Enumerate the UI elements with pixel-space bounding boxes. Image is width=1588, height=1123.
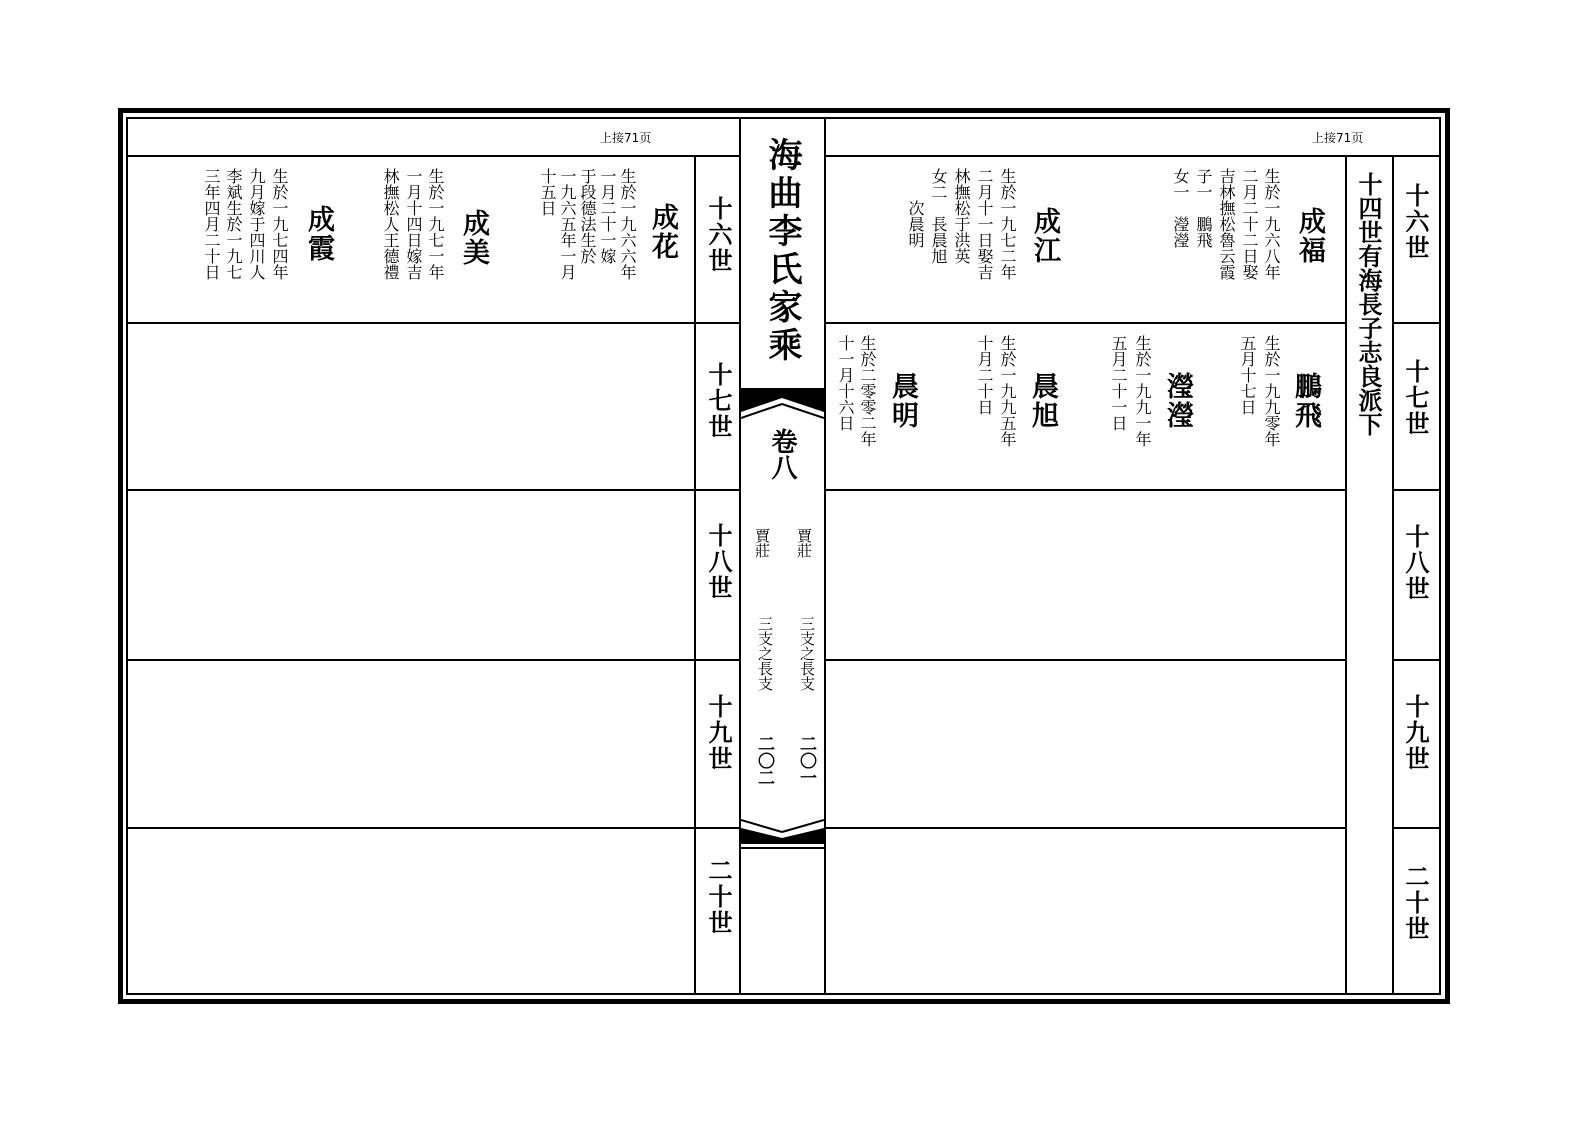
person-name: 成福: [1294, 207, 1325, 265]
person-note: 十五日: [538, 168, 557, 216]
right-header-line: [826, 155, 1439, 157]
place-right: 賈莊: [795, 528, 813, 558]
right-continued-ref: 上接71页: [1312, 131, 1364, 145]
person-note: 生於一九七一年: [426, 168, 445, 280]
row-line: [1394, 827, 1439, 829]
person-note: 一九六五年一月: [558, 168, 577, 280]
row-line: [128, 489, 739, 491]
row-line: [826, 489, 1345, 491]
left-gen-column-line: [694, 155, 696, 995]
left-gen-16: 十六世: [704, 196, 733, 274]
person-note: 生於一九九一年: [1133, 335, 1152, 447]
branch-column-line-left: [1345, 155, 1347, 995]
row-line: [826, 827, 1345, 829]
person-note: 子一 鵬飛: [1194, 168, 1213, 248]
spine-left-line: [739, 117, 741, 995]
genealogy-title: 海曲李氏家乘: [762, 137, 802, 365]
right-gen-18: 十八世: [1401, 524, 1430, 602]
row-line: [1394, 322, 1439, 324]
right-gen-17: 十七世: [1401, 359, 1430, 437]
person-note: 生於一九九五年: [998, 335, 1017, 447]
person-note: 吉林撫松魯云霞: [1217, 168, 1236, 280]
page-number-left: 二〇二: [754, 735, 774, 786]
person-note: 二月十一日娶吉: [975, 168, 994, 280]
right-gen-20: 二十世: [1401, 864, 1430, 942]
person-note: 生於二零零二年: [858, 335, 877, 447]
left-continued-ref: 上接71页: [600, 131, 652, 145]
person-note: 生於一九七二年: [998, 168, 1017, 280]
branch-column-line-right: [1392, 155, 1394, 995]
page-number-right: 二〇一: [796, 735, 816, 786]
person-name: 晨明: [887, 372, 918, 430]
left-gen-17: 十七世: [704, 362, 733, 440]
person-note: 林撫松人王德禮: [381, 168, 400, 280]
volume-label: 卷八: [767, 428, 797, 480]
person-note: 生於一九九零年: [1262, 335, 1281, 447]
place-left: 賈莊: [753, 528, 771, 558]
spine-right-line: [824, 117, 826, 995]
person-name: 成花: [647, 203, 678, 261]
person-note: 生於一九六六年: [618, 168, 637, 280]
person-name: 晨旭: [1027, 372, 1058, 430]
left-gen-20: 二十世: [704, 858, 733, 936]
person-note: 五月十七日: [1238, 335, 1257, 415]
row-line: [826, 659, 1345, 661]
person-note: 于段德法生於: [578, 168, 597, 264]
left-gen-19: 十九世: [704, 694, 733, 772]
right-gen-16: 十六世: [1401, 183, 1430, 261]
row-line: [128, 659, 739, 661]
person-note: 女一 瀅瀅: [1171, 168, 1190, 248]
person-note: 一月二十一嫁: [598, 168, 617, 264]
person-name: 成霞: [303, 205, 334, 263]
person-name: 鵬飛: [1290, 372, 1321, 430]
row-line: [128, 827, 739, 829]
person-name: 瀅瀅: [1162, 372, 1193, 430]
left-gen-18: 十八世: [704, 523, 733, 601]
branch-right: 三支之長支: [798, 616, 816, 691]
row-line: [1394, 659, 1439, 661]
person-note: 三年四月二十日: [202, 168, 221, 280]
person-note: 二月二十二日娶: [1240, 168, 1259, 280]
person-note: 十月二十日: [975, 335, 994, 415]
person-name: 成江: [1029, 207, 1060, 265]
branch-left: 三支之長支: [756, 616, 774, 691]
branch-title: 十四世有海長子志良派下: [1354, 172, 1383, 436]
upper-fishtail: [741, 388, 824, 420]
person-note: 生於一九七四年: [270, 168, 289, 280]
person-note: 李斌生於一九七: [224, 168, 243, 280]
person-note: 林撫松于洪英: [952, 168, 971, 264]
row-line: [1394, 489, 1439, 491]
lower-fishtail: [741, 818, 824, 850]
person-note: 九月嫁于四川人: [247, 168, 266, 280]
person-note: 生於一九六八年: [1262, 168, 1281, 280]
person-note: 女二 長晨旭: [929, 168, 948, 264]
row-line: [826, 322, 1345, 324]
row-line: [128, 322, 739, 324]
left-header-line: [128, 155, 739, 157]
person-note: 一月十四日嫁吉: [404, 168, 423, 280]
right-gen-19: 十九世: [1401, 694, 1430, 772]
person-note: 十一月十六日: [836, 335, 855, 431]
person-note: 次晨明: [906, 168, 925, 248]
person-name: 成美: [458, 209, 489, 267]
person-note: 五月二十一日: [1109, 335, 1128, 431]
